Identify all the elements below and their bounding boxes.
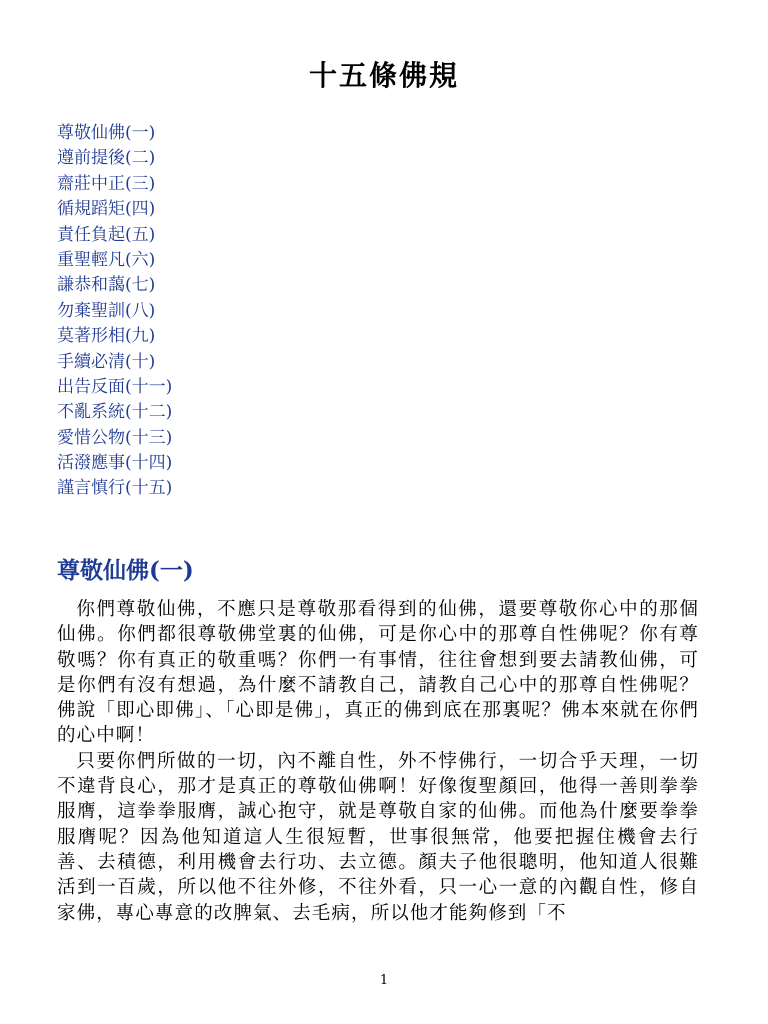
section-body [57, 597, 699, 926]
toc-item [57, 299, 172, 324]
toc-link-12[interactable]: 不亂系統(十二) [57, 402, 173, 423]
toc-link-10[interactable]: 手續必清(十) [57, 351, 156, 372]
toc-link-15[interactable]: 謹言慎行(十五) [57, 478, 173, 499]
toc-item [57, 324, 172, 349]
body-paragraph-1: 你們尊敬仙佛，不應只是尊敬那看得到的仙佛，還要尊敬你心中的那個仙佛。你們都很尊敬佛堂裏的仙佛，可是你心中的那尊自性佛呢？你有尊敬嗎？你有真正的敬重嗎？你們一有事情，往往會想到要去請教仙佛，可是你們有沒有想過，為什麼不請教自己，請教自己心中的那尊自性佛呢？佛說「即心即佛」、「心即是佛」，真正的佛到底在那裏呢？佛本來就在你們的心中啊！ [57, 599, 699, 747]
toc-link-13[interactable]: 愛惜公物(十三) [57, 427, 173, 448]
toc-item [57, 426, 172, 451]
toc-item [57, 350, 172, 375]
toc-link-6[interactable]: 重聖輕凡(六) [57, 249, 156, 270]
toc-link-14[interactable]: 活潑應事(十四) [57, 453, 173, 474]
toc-link-9[interactable]: 莫著形相(九) [57, 326, 156, 347]
section-heading: 尊敬仙佛(一) [57, 557, 194, 584]
toc-item [57, 476, 172, 501]
toc-item [57, 121, 172, 146]
toc-item [57, 172, 172, 197]
toc-item [57, 248, 172, 273]
page-title: 十五條佛規 [308, 59, 459, 92]
table-of-contents [57, 121, 172, 502]
toc-item [57, 197, 172, 222]
toc-link-11[interactable]: 出告反面(十一) [57, 376, 173, 397]
toc-link-3[interactable]: 齋莊中正(三) [57, 173, 156, 194]
toc-item [57, 375, 172, 400]
body-paragraph-2: 只要你們所做的一切，內不離自性，外不悖佛行，一切合乎天理，一切不違背良心，那才是真正的尊敬仙佛啊！好像復聖顏回，他得一善則拳拳服膺，這拳拳服膺，誠心抱守，就是尊敬自家的仙佛。而他為什麼要拳拳服膺呢？因為他知道這人生很短暫，世事很無常，他要把握住機會去行善、去積德，利用機會去行功、去立德。顏夫子他很聰明，他知道人很難活到一百歲，所以他不往外修，不往外看，只一心一意的內觀自性，修自家佛，專心專意的改脾氣、去毛病，所以他才能夠修到「不 [57, 750, 699, 924]
toc-link-5[interactable]: 責任負起(五) [57, 224, 156, 245]
toc-item [57, 223, 172, 248]
toc-link-2[interactable]: 遵前提後(二) [57, 148, 156, 169]
toc-link-1[interactable]: 尊敬仙佛(一) [57, 123, 156, 143]
toc-link-4[interactable]: 循規蹈矩(四) [57, 199, 156, 220]
toc-link-8[interactable]: 勿棄聖訓(八) [57, 300, 156, 321]
toc-link-7[interactable]: 謙恭和藹(七) [57, 275, 156, 296]
toc-item [57, 400, 172, 425]
toc-item [57, 451, 172, 476]
page-number: 1 [379, 973, 389, 988]
toc-item [57, 273, 172, 298]
toc-item [57, 146, 172, 171]
